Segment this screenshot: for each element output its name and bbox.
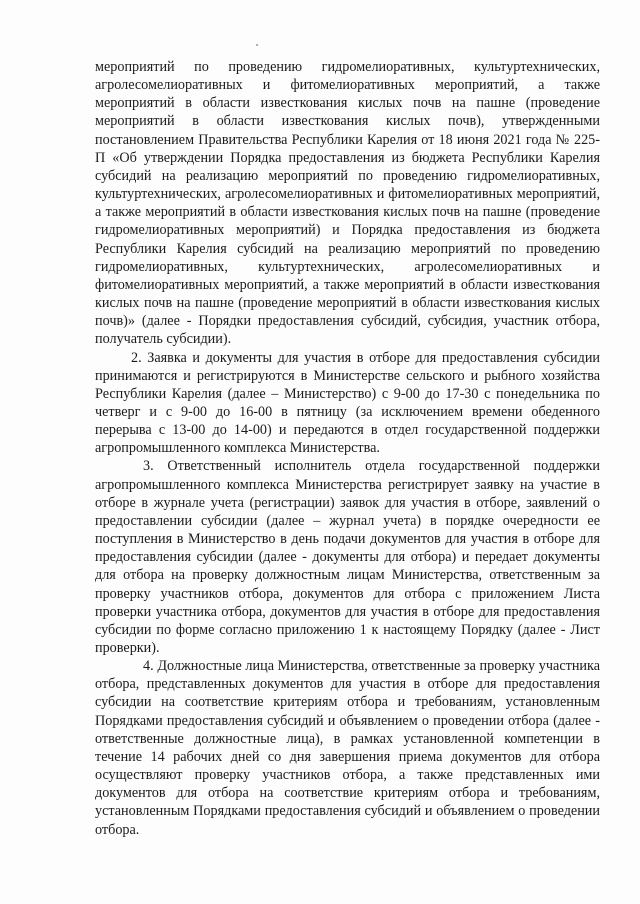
document-body [95, 58, 600, 839]
paragraph-2: 2. Заявка и документы для участия в отборе для предоставления субсидии принимаются и регистрируются в Министерстве сельского и рыбного хозяйства Республики Карелия (далее – Министерство) с 9-00 до 17-30 с понедельника по четверг и с 9-00 до 16-00 в пятницу (за исключением времени обеденного перерыва с 13-00 до 14-00) и передаются в отдел государственной поддержки агропромышленного комплекса Министерства. [95, 349, 600, 457]
scan-speck [256, 44, 258, 46]
paragraph-3: 3. Ответственный исполнитель отдела государственной поддержки агропромышленного комплекса Министерства регистрирует заявку на участие в отборе в журнале учета (регистрации) заявок для участия в отборе, заявлений о предоставлении субсидии (далее – журнал учета) в порядке очередности ее поступления в Министерство в день подачи документов для участия в отборе для предоставления субсидии (далее - документы для отбора) и передает документы для отбора на проверку должностным лицам Министерства, ответственным за проверку участников отбора, документов для отбора с приложением Листа проверки участника отбора, документов для участия в отборе для предоставления субсидии по форме согласно приложению 1 к настоящему Порядку (далее - Лист проверки). [95, 458, 600, 656]
paragraph-4: 4. Должностные лица Министерства, ответственные за проверку участника отбора, представленных документов для участия в отборе для предоставления субсидии на соответствие критериям отбора и требованиям, установленным Порядками предоставления субсидий и объявлением о проведении отбора (далее - ответственные должностные лица), в рамках установленной компетенции в течение 14 рабочих дней со дня завершения приема документов для отбора осуществляют проверку участников отбора, а также представленных ими документов для отбора на соответствие критериям отбора и требованиям, установленным Порядками предоставления субсидий и объявлением о проведении отбора. [95, 658, 600, 838]
paragraph-continuation: мероприятий по проведению гидромелиоративных, культуртехнических, агролесомелиоративных и фитомелиоративных мероприятий, а также мероприятий в области известкования кислых почв на пашне (проведение мероприятий в области известкования кислых почв), утвержденными постановлением Правительства Республики Карелия от 18 июня 2021 года № 225-П «Об утверждении Порядка предоставления из бюджета Республики Карелия субсидий на реализацию мероприятий по проведению гидромелиоративных, культуртехнических, агролесомелиоративных и фитомелиоративных мероприятий, а также мероприятий в области известкования кислых почв на пашне (проведение гидромелиоративных мероприятий) и Порядка предоставления из бюджета Республики Карелия субсидий на реализацию мероприятий по проведению гидромелиоративных, культуртехнических, агролесомелиоративных и фитомелиоративных мероприятий, а также мероприятий в области известкования кислых почв на пашне (проведение мероприятий в области известкования кислых почв)» (далее - Порядки предоставления субсидий, субсидия, участник отбора, получатель субсидии). [95, 59, 600, 348]
